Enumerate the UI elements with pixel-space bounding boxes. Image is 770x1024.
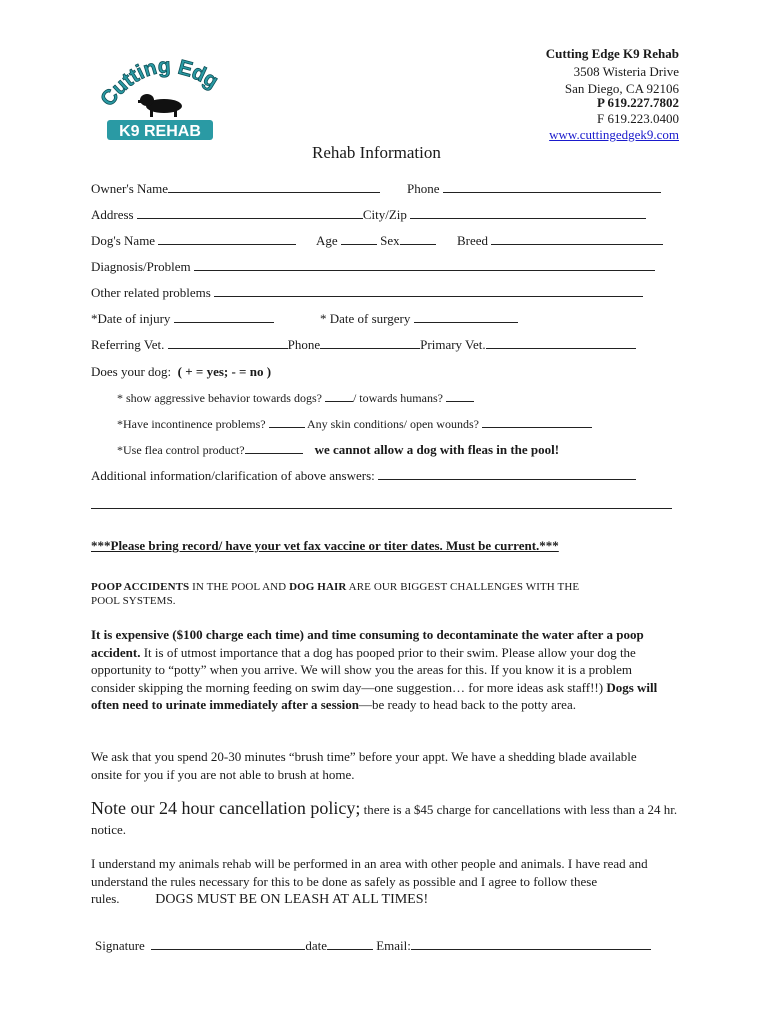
skin-field[interactable]	[482, 416, 592, 428]
fax-number: F 619.223.0400	[597, 111, 679, 126]
pool-systems-text: POOL SYSTEMS.	[91, 595, 176, 607]
email-label: Email:	[376, 938, 411, 953]
date-field[interactable]	[327, 938, 373, 950]
date-label: date	[305, 938, 327, 953]
business-name: Cutting Edge K9 Rehab	[545, 46, 679, 61]
date-injury-field[interactable]	[174, 311, 274, 323]
website-link[interactable]: www.cuttingedgek9.com	[549, 127, 679, 142]
cancellation-heading: Note our 24 hour cancellation policy;	[91, 798, 361, 818]
aggressive-question: * show aggressive behavior towards dogs?	[117, 391, 322, 405]
diagnosis-label: Diagnosis/Problem	[91, 259, 191, 274]
urinate-text: Dogs will often need to urinate immediately after a session	[91, 679, 658, 713]
owners-name-label: Owner's Name	[91, 181, 169, 196]
poop-accidents-text: POOP ACCIDENTS	[91, 581, 190, 593]
company-logo	[98, 56, 222, 144]
skin-question: Any skin conditions/ open wounds?	[306, 417, 479, 431]
leash-notice: DOGS MUST BE ON LEASH AT ALL TIMES!	[155, 892, 429, 908]
address-line2: San Diego, CA 92106	[564, 81, 679, 96]
poop-policy-paragraph	[91, 626, 665, 714]
flea-field[interactable]	[245, 442, 303, 454]
address-field[interactable]	[137, 207, 363, 219]
dogs-name-field[interactable]	[158, 233, 296, 245]
owners-name-field[interactable]	[168, 181, 380, 193]
dog-icon	[138, 94, 182, 117]
cancellation-paragraph	[91, 798, 681, 840]
additional-info-field[interactable]	[378, 468, 636, 480]
breed-field[interactable]	[491, 233, 663, 245]
city-zip-field[interactable]	[410, 207, 646, 219]
phone-number: P 619.227.7802	[597, 95, 679, 110]
logo-top-text: Cutting Edg	[98, 56, 222, 111]
other-problems-field[interactable]	[214, 285, 643, 297]
page-title: Rehab Information	[312, 143, 441, 162]
yes-no-legend: ( + = yes; - = no )	[177, 364, 272, 379]
dog-hair-text: DOG HAIR	[289, 581, 347, 593]
sex-field[interactable]	[400, 233, 436, 245]
flea-question: *Use flea control product?	[117, 443, 245, 457]
flea-warning: we cannot allow a dog with fleas in the pool!	[314, 442, 560, 457]
vet-phone-field[interactable]	[320, 337, 420, 349]
age-field[interactable]	[341, 233, 377, 245]
dogs-name-label: Dog's Name	[91, 233, 156, 248]
email-field[interactable]	[411, 938, 651, 950]
date-surgery-field[interactable]	[414, 311, 518, 323]
referring-vet-label: Referring Vet.	[91, 337, 165, 352]
cancellation-text: there is a $45 charge for cancellations with less than a 24 hr. notice.	[91, 802, 678, 837]
primary-vet-label: Primary Vet.	[420, 337, 486, 352]
address-label: Address	[91, 207, 134, 222]
additional-info-label: Additional information/clarification of above answers:	[91, 468, 375, 483]
additional-info-field-line2[interactable]	[91, 508, 672, 509]
sex-label: Sex	[380, 233, 400, 248]
aggressive-dogs-field[interactable]	[325, 390, 353, 402]
address-line1: 3508 Wisteria Drive	[573, 64, 679, 79]
signature-field[interactable]	[151, 938, 305, 950]
other-problems-label: Other related problems	[91, 285, 211, 300]
potty-text: It is of utmost importance that a dog has pooped prior to their swim. Please allow your dog the opportunity to “potty” when you arrive. We will show you the areas for this. If you know it is a problem consider skipping the morning feeding on swim day—one suggestion… for more ideas ask staff!!)	[91, 644, 636, 695]
age-label: Age	[316, 233, 338, 248]
humans-question: / towards humans?	[352, 391, 443, 405]
agreement-paragraph	[91, 855, 687, 909]
agreement-text: I understand my animals rehab will be performed in an area with other people and animals. I have read and understand the rules necessary for this to be done as safely as possible and I agree to follow these rules.	[91, 856, 648, 907]
incontinence-field[interactable]	[269, 416, 305, 428]
breed-label: Breed	[457, 233, 489, 248]
signature-label: Signature	[95, 938, 145, 953]
incontinence-question: *Have incontinence problems?	[117, 417, 266, 431]
diagnosis-field[interactable]	[194, 259, 655, 271]
in-the-pool-text: IN THE POOL AND	[189, 581, 290, 593]
challenges-text: ARE OUR BIGGEST CHALLENGES WITH THE	[346, 581, 580, 593]
expensive-text: It is expensive ($100 charge each time) and time consuming to decontaminate the water after a poop accident.	[91, 627, 644, 660]
potty-area-text: —be ready to head back to the potty area.	[359, 697, 576, 713]
phone-field[interactable]	[443, 181, 661, 193]
date-injury-label: *Date of injury	[91, 311, 171, 326]
city-zip-label: City/Zip	[362, 207, 407, 222]
vet-phone-label: Phone	[287, 337, 321, 352]
primary-vet-field[interactable]	[486, 337, 636, 349]
brush-paragraph: We ask that you spend 20-30 minutes “brush time” before your appt. We have a shedding blade available onsite for you if you are not able to brush at home.	[91, 749, 637, 782]
date-surgery-label: * Date of surgery	[320, 311, 411, 326]
phone-label: Phone	[407, 181, 440, 196]
aggressive-humans-field[interactable]	[446, 390, 474, 402]
records-notice: ***Please bring record/ have your vet fax vaccine or titer dates. Must be current.***	[91, 538, 559, 553]
does-your-dog-label: Does your dog:	[91, 364, 172, 379]
logo-bottom-text: K9 REHAB	[119, 123, 201, 140]
referring-vet-field[interactable]	[168, 337, 288, 349]
